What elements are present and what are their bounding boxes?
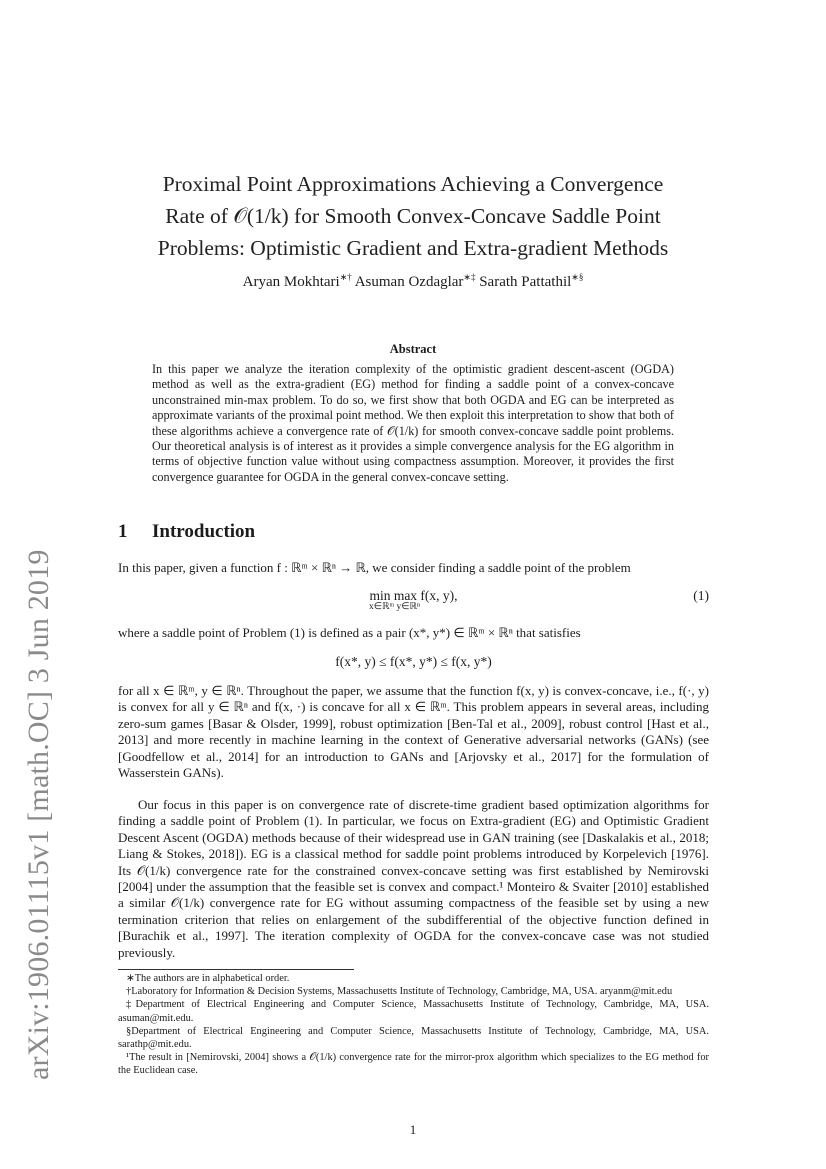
- section-title: Introduction: [152, 521, 256, 542]
- author-1-marks: ∗†: [339, 272, 352, 282]
- footnote-3: ‡Department of Electrical Engineering and Computer Science, Massachusetts Institute of Technology, Cambridge, MA, USA. asuman@mit.edu.: [118, 999, 709, 1024]
- footnote-1: ∗The authors are in alphabetical order.: [126, 973, 290, 984]
- intro-paragraph-4: Our focus in this paper is on convergence rate of discrete-time gradient based optimization algorithms for finding a saddle point of Problem (1). In particular, we focus on Extra-gradient (EG) and Optimistic Gradient Descent Ascent (OGDA) methods because of their widespread use in GAN training (see [Daskalakis et al., 2018; Liang & Stokes, 2018]). EG is a classical method for saddle point problems introduced by Korpelevich [1976]. Its 𝒪(1/k) convergence rate for the constrained convex-concave setting was first established by Nemirovski [2004] under the assumption that the feasible set is convex and compact.¹ Monteiro & Svaiter [2010] established a similar 𝒪(1/k) convergence rate for EG without assuming compactness of the feasible set by using a new termination criterion that relies on enlargement of the subdifferential of the objective function defined in [Burachik et al., 1997]. The iteration complexity of OGDA for the convex-concave case was not studied previously.: [118, 797, 709, 960]
- author-2: Asuman Ozdaglar: [354, 274, 464, 290]
- author-3: Sarath Pattathil: [479, 274, 572, 290]
- title-line-3: Problems: Optimistic Gradient and Extra-gradient Methods: [157, 236, 669, 260]
- intro-paragraph-3: for all x ∈ ℝᵐ, y ∈ ℝⁿ. Throughout the paper, we assume that the function f(x, y) is convex-concave, i.e., f(·, y) is convex for all y ∈ ℝⁿ and f(x, ·) is concave for all x ∈ ℝᵐ. This problem appears in several areas, including zero-sum games [Basar & Olsder, 1999], robust optimization [Ben-Tal et al., 2009], robust control [Hast et al., 2013] and more recently in machine learning in the context of Generative adversarial networks (GANs) (see [Goodfellow et al., 2014] for an introduction to GANs and [Arjovsky et al., 2017] for the formulation of Wasserstein GANs).: [118, 683, 709, 781]
- equation-1-body: min max f(x, y),: [369, 588, 458, 603]
- intro-paragraph-1: In this paper, given a function f : ℝᵐ × ℝⁿ → ℝ, we consider finding a saddle point of the problem: [118, 560, 631, 575]
- author-list: [100, 272, 726, 291]
- page-number: 1: [409, 1122, 417, 1137]
- footnote-2: †Laboratory for Information & Decision Systems, Massachusetts Institute of Technology, Cambridge, MA, USA. aryanm@mit.edu: [126, 986, 673, 998]
- section-heading: [118, 521, 255, 543]
- abstract-body: In this paper we analyze the iteration complexity of the optimistic gradient descent-ascent (OGDA) method as well as the extra-gradient (EG) method for finding a saddle point of a convex-concave unconstrained min-max problem. To do so, we first show that both OGDA and EG can be interpreted as approximate variants of the proximal point method. We then exploit this interpretation to show that both of these algorithms achieve a convergence rate of 𝒪(1/k) for smooth convex-concave saddle point problems. Our theoretical analysis is of interest as it provides a simple convergence analysis for the EG algorithm in terms of objective function value without using compactness assumption. Moreover, it provides the first convergence guarantee for OGDA in the general convex-concave setting.: [152, 362, 674, 484]
- footnote-4: §Department of Electrical Engineering and Computer Science, Massachusetts Institute of Technology, Cambridge, MA, USA. sarathp@mit.edu.: [118, 1025, 709, 1051]
- title-line-2: Rate of 𝒪(1/k) for Smooth Convex-Concave Saddle Point: [165, 204, 661, 228]
- arxiv-identifier: arXiv:1906.01115v1 [math.OC] 3 Jun 2019: [22, 549, 55, 1080]
- paper-title: [100, 168, 726, 264]
- footnotes: [118, 972, 709, 1078]
- section-number: 1: [118, 521, 128, 542]
- abstract-heading: Abstract: [389, 342, 437, 356]
- title-line-1: Proximal Point Approximations Achieving a Convergence: [162, 172, 664, 196]
- intro-paragraph-2: where a saddle point of Problem (1) is defined as a pair (x*, y*) ∈ ℝᵐ × ℝⁿ that satisfies: [118, 625, 581, 640]
- footnote-rule: [118, 969, 354, 970]
- author-3-marks: ∗§: [571, 272, 584, 282]
- equation-2: f(x*, y) ≤ f(x*, y*) ≤ f(x, y*): [335, 654, 492, 669]
- equation-1: [118, 588, 709, 612]
- footnote-5: ¹The result in [Nemirovski, 2004] shows a 𝒪(1/k) convergence rate for the mirror-prox algorithm which specializes to the EG method for the Euclidean case.: [118, 1052, 709, 1077]
- equation-1-subscripts: x∈ℝᵐ y∈ℝⁿ: [368, 602, 421, 612]
- author-1: Aryan Mokhtari: [242, 274, 340, 290]
- equation-1-number: (1): [693, 588, 709, 603]
- author-2-marks: ∗‡: [463, 272, 476, 282]
